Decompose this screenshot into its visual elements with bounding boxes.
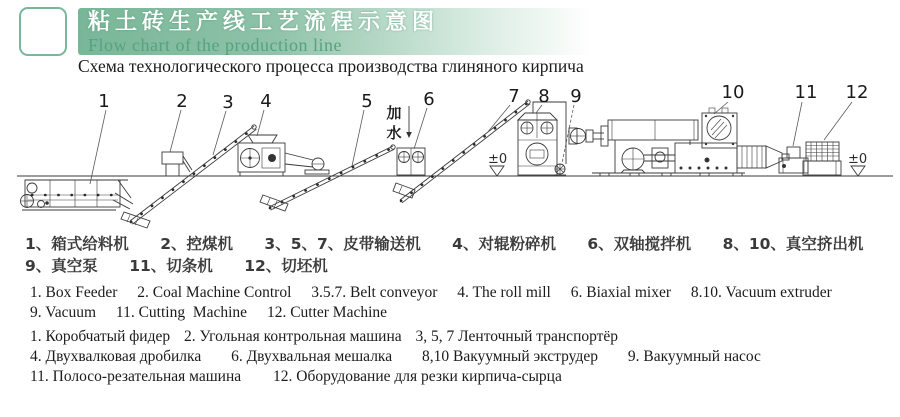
legend-item: 6. Двухвальная мешалка [231,348,393,365]
cutter-machine-drawing [803,142,841,175]
legend-en-line2 [30,303,900,323]
legend-item: 8、10、真空挤出机 [722,235,864,253]
legend-item: 11. Cutting Machine [115,303,248,321]
legend-item: 2. Угольная контрольная машина [183,328,402,345]
legend-item: 2. Coal Machine Control [137,284,292,301]
box-feeder-drawing [21,180,134,210]
machine-label-9: 9 [570,86,582,107]
biaxial-mixer-drawing [397,148,425,175]
level-marker-left-label: ±0 [488,152,508,167]
legend-item: 1. Коробчатый фидер [30,328,171,345]
legend-item: 6、双轴搅拌机 [587,235,692,253]
add-water-char-1: 加 [386,104,402,122]
legend-item: 12. Оборудование для резки кирпича-сырца [273,368,562,385]
vacuum-extruder-main-drawing [569,108,789,176]
legend-zh-line1 [25,233,900,255]
machine-label-10: 10 [721,82,745,103]
legend-ru-line1 [30,327,900,347]
machine-label-8: 8 [538,86,550,107]
legend-item: 9、真空泵 [25,257,98,275]
legend-en-line1 [30,283,900,303]
legend-zh-line2 [25,255,900,277]
add-water-annotation [385,104,411,142]
machine-label-3: 3 [222,92,234,113]
legend-item: 8.10. Vacuum extruder [690,284,832,301]
legend-ru [0,327,900,387]
level-marker-left [488,152,507,176]
logo-box [19,7,67,56]
production-line-diagram [0,80,900,238]
legend-item: 1、箱式给料机 [25,235,129,253]
add-water-char-2: 水 [386,124,402,142]
machine-label-11: 11 [794,82,818,103]
page-title-zh: 粘土砖生产线工艺流程示意图 [88,10,440,35]
legend-item: 4、对辊粉碎机 [452,235,556,253]
legend-ru-line2 [30,347,900,367]
machine-label-4: 4 [260,91,272,112]
legend-item: 12、切坯机 [244,257,328,275]
title-bar [78,8,592,55]
legend-ru-line3 [30,367,900,387]
machine-label-1: 1 [98,91,110,112]
legend-item: 9. Vacuum [30,303,97,321]
legend-item: 4. The roll mill [457,284,551,301]
machine-label-6: 6 [423,89,435,110]
legend-item: 11、切条机 [129,257,213,275]
machine-label-7: 7 [508,86,520,107]
legend-item: 3, 5, 7 Ленточный транспортёр [415,328,619,345]
machine-label-2: 2 [176,91,188,112]
machine-number-labels [98,82,868,113]
machine-label-5: 5 [361,91,373,112]
machine-label-12: 12 [845,82,869,103]
legend-item: 1. Box Feeder [30,284,118,301]
level-marker-right [848,152,867,176]
legend-item: 4. Двухвалковая дробилка [30,348,202,365]
legend-en [0,283,900,322]
legend-item: 9. Вакуумный насос [627,348,761,365]
legend-item: 3、5、7、皮带输送机 [264,235,421,253]
legend-item: 12. Cutter Machine [266,303,388,321]
legend-item: 3.5.7. Belt conveyor [311,284,438,301]
legend-item: 2、控煤机 [160,235,233,253]
page-title-en: Flow chart of the production line [88,35,342,55]
legend-zh [0,233,900,277]
legend-item: 8,10 Вакуумный экструдер [421,348,598,365]
level-marker-right-label: ±0 [848,152,868,167]
belt-conveyor-7-drawing [393,100,530,203]
page-title-ru: Схема технологического процесса производства глиняного кирпича [78,56,584,76]
legend-item: 11. Полосо-резательная машина [30,368,242,385]
leader-lines [90,102,852,184]
vacuum-pump-drawing [554,164,566,175]
legend-item: 6. Biaxial mixer [570,284,672,301]
coal-control-drawing [162,152,192,176]
roll-mill-drawing [238,135,329,176]
